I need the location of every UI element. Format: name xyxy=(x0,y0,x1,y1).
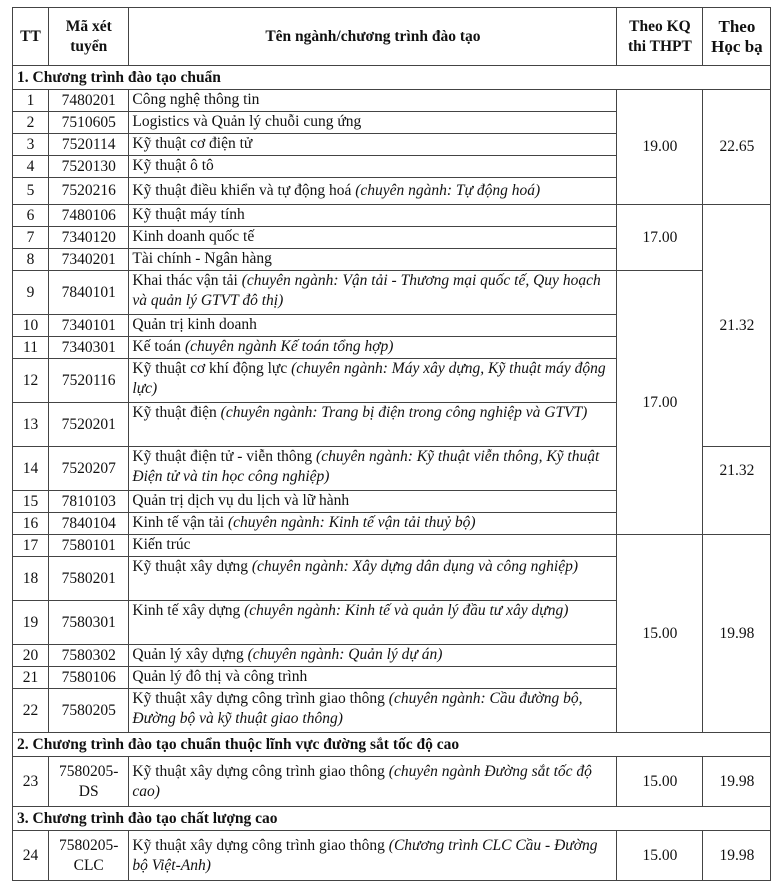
row-tt: 10 xyxy=(13,315,49,337)
program-name: Công nghệ thông tin xyxy=(132,91,260,108)
row-program xyxy=(129,645,617,667)
row-code: 7340120 xyxy=(49,227,129,249)
program-note: (chuyên ngành: Cầu đường bộ, Đường bộ và kỹ thuật giao thông) xyxy=(132,690,583,727)
program-name: Kinh tế vận tải xyxy=(132,514,228,531)
section-title: 3. Chương trình đào tạo chất lượng cao xyxy=(13,807,771,831)
program-name: Tài chính - Ngân hàng xyxy=(132,250,272,267)
row-tt: 5 xyxy=(13,178,49,205)
row-code: 7580205-CLC xyxy=(49,831,129,881)
row-code: 7840104 xyxy=(49,513,129,535)
row-program xyxy=(129,513,617,535)
row-code: 7340101 xyxy=(49,315,129,337)
row-program xyxy=(129,205,617,227)
program-note: (chuyên ngành: Xây dựng dân dụng và công nghiệp) xyxy=(251,558,579,575)
row-code: 7580302 xyxy=(49,645,129,667)
section-row xyxy=(13,66,771,90)
program-note: (chuyên ngành: Trang bị điện trong công nghiệp và GTVT) xyxy=(220,404,588,421)
program-name: Kỹ thuật ô tô xyxy=(132,157,214,174)
row-tt: 12 xyxy=(13,359,49,403)
table-row xyxy=(13,535,771,557)
row-tt: 15 xyxy=(13,491,49,513)
header-tt: TT xyxy=(13,8,49,66)
header-ten-nganh: Tên ngành/chương trình đào tạo xyxy=(129,8,617,66)
row-program xyxy=(129,178,617,205)
program-name: Logistics và Quản lý chuỗi cung ứng xyxy=(132,113,362,130)
program-note: (chuyên ngành: Kỹ thuật viễn thông, Kỹ thuật Điện tử và tin học công nghiệp) xyxy=(132,448,600,485)
score-hoc-ba: 21.32 xyxy=(703,205,771,447)
program-name: Kỹ thuật điều khiển và tự động hoá xyxy=(132,182,356,199)
row-tt: 3 xyxy=(13,134,49,156)
program-name: Kỹ thuật xây dựng công trình giao thông xyxy=(132,762,389,780)
section-title: 2. Chương trình đào tạo chuẩn thuộc lĩnh vực đường sắt tốc độ cao xyxy=(13,733,771,757)
score-thpt: 17.00 xyxy=(617,271,703,535)
row-program xyxy=(129,271,617,315)
row-program xyxy=(129,689,617,733)
table-row xyxy=(13,757,771,807)
section-title: 1. Chương trình đào tạo chuẩn xyxy=(13,66,771,90)
row-code: 7510605 xyxy=(49,112,129,134)
program-note: (chuyên ngành: Tự động hoá) xyxy=(355,182,541,199)
row-program xyxy=(129,557,617,601)
row-program xyxy=(129,112,617,134)
program-name: Kế toán xyxy=(132,338,185,355)
row-program xyxy=(129,90,617,112)
program-name: Quản trị kinh doanh xyxy=(132,316,257,333)
program-note: (chuyên ngành Kế toán tổng hợp) xyxy=(184,338,394,355)
row-tt: 17 xyxy=(13,535,49,557)
score-thpt: 15.00 xyxy=(617,831,703,881)
row-tt: 21 xyxy=(13,667,49,689)
program-note: (chuyên ngành: Vận tải - Thương mại quốc tế, Quy hoạch và quản lý GTVT đô thị) xyxy=(132,272,601,309)
row-program xyxy=(129,315,617,337)
score-thpt: 17.00 xyxy=(617,205,703,271)
table-row xyxy=(13,90,771,112)
table-row xyxy=(13,831,771,881)
score-hoc-ba: 19.98 xyxy=(703,535,771,733)
program-name: Kỹ thuật cơ điện tử xyxy=(132,135,253,152)
program-note: (chuyên ngành: Kinh tế và quản lý đầu tư xây dựng) xyxy=(244,602,569,619)
row-program xyxy=(129,359,617,403)
score-hoc-ba: 22.65 xyxy=(703,90,771,205)
row-tt: 14 xyxy=(13,447,49,491)
row-code: 7480201 xyxy=(49,90,129,112)
row-tt: 18 xyxy=(13,557,49,601)
row-code: 7480106 xyxy=(49,205,129,227)
row-code: 7580205 xyxy=(49,689,129,733)
header-row xyxy=(13,8,771,66)
program-note: (chuyên ngành: Máy xây dựng, Kỹ thuật máy động lực) xyxy=(132,360,606,397)
row-code: 7520207 xyxy=(49,447,129,491)
row-tt: 24 xyxy=(13,831,49,881)
score-thpt: 19.00 xyxy=(617,90,703,205)
score-thpt: 15.00 xyxy=(617,757,703,807)
row-tt: 23 xyxy=(13,757,49,807)
row-program xyxy=(129,403,617,447)
row-program xyxy=(129,491,617,513)
row-code: 7520216 xyxy=(49,178,129,205)
program-name: Kinh tế xây dựng xyxy=(132,602,245,619)
program-name: Kỹ thuật máy tính xyxy=(132,206,245,223)
section-row xyxy=(13,807,771,831)
table-row xyxy=(13,271,771,315)
row-code: 7520114 xyxy=(49,134,129,156)
program-name: Kiến trúc xyxy=(132,536,191,553)
program-name: Quản trị dịch vụ du lịch và lữ hành xyxy=(132,492,350,509)
row-program xyxy=(129,447,617,491)
program-name: Khai thác vận tải xyxy=(132,272,242,289)
row-program xyxy=(129,134,617,156)
row-code: 7580201 xyxy=(49,557,129,601)
program-name: Kỹ thuật điện xyxy=(132,404,221,421)
row-code: 7520130 xyxy=(49,156,129,178)
row-tt: 2 xyxy=(13,112,49,134)
row-code: 7840101 xyxy=(49,271,129,315)
row-tt: 9 xyxy=(13,271,49,315)
row-tt: 13 xyxy=(13,403,49,447)
score-hoc-ba: 21.32 xyxy=(703,447,771,535)
row-program xyxy=(129,757,617,807)
score-hoc-ba: 19.98 xyxy=(703,757,771,807)
program-note: (chuyên ngành: Kinh tế vận tải thuỷ bộ) xyxy=(227,514,476,531)
header-theo-kq-thpt: Theo KQ thi THPT xyxy=(617,8,703,66)
program-name: Quản lý đô thị và công trình xyxy=(132,668,308,685)
table-row xyxy=(13,205,771,227)
row-program xyxy=(129,831,617,881)
program-note: (Chương trình CLC Cầu - Đường bộ Việt-Anh) xyxy=(132,836,598,874)
row-program xyxy=(129,337,617,359)
score-thpt: 15.00 xyxy=(617,535,703,733)
row-tt: 20 xyxy=(13,645,49,667)
score-hoc-ba: 19.98 xyxy=(703,831,771,881)
program-note: (chuyên ngành Đường sắt tốc độ cao) xyxy=(132,762,592,800)
program-name: Quản lý xây dựng xyxy=(132,646,248,663)
row-tt: 19 xyxy=(13,601,49,645)
row-code: 7580301 xyxy=(49,601,129,645)
row-program xyxy=(129,667,617,689)
row-code: 7520201 xyxy=(49,403,129,447)
row-tt: 6 xyxy=(13,205,49,227)
row-code: 7580205-DS xyxy=(49,757,129,807)
row-tt: 7 xyxy=(13,227,49,249)
row-code: 7340301 xyxy=(49,337,129,359)
program-name: Kỹ thuật xây dựng công trình giao thông xyxy=(132,690,389,707)
program-name: Kỹ thuật xây dựng công trình giao thông xyxy=(132,836,389,854)
row-tt: 11 xyxy=(13,337,49,359)
program-note: (chuyên ngành: Quản lý dự án) xyxy=(247,646,443,663)
row-code: 7810103 xyxy=(49,491,129,513)
row-program xyxy=(129,249,617,271)
program-name: Kỹ thuật điện tử - viễn thông xyxy=(132,448,317,465)
row-tt: 22 xyxy=(13,689,49,733)
row-code: 7340201 xyxy=(49,249,129,271)
row-tt: 8 xyxy=(13,249,49,271)
program-name: Kỹ thuật xây dựng xyxy=(132,558,252,575)
row-tt: 16 xyxy=(13,513,49,535)
header-theo-hoc-ba: Theo Học bạ xyxy=(703,8,771,66)
row-tt: 1 xyxy=(13,90,49,112)
row-code: 7520116 xyxy=(49,359,129,403)
admission-score-table xyxy=(12,7,771,881)
row-code: 7580106 xyxy=(49,667,129,689)
row-tt: 4 xyxy=(13,156,49,178)
section-row xyxy=(13,733,771,757)
program-name: Kỹ thuật cơ khí động lực xyxy=(132,360,292,377)
row-program xyxy=(129,535,617,557)
row-code: 7580101 xyxy=(49,535,129,557)
header-ma-xet-tuyen: Mã xét tuyển xyxy=(49,8,129,66)
program-name: Kinh doanh quốc tế xyxy=(132,228,255,245)
row-program xyxy=(129,156,617,178)
row-program xyxy=(129,601,617,645)
row-program xyxy=(129,227,617,249)
